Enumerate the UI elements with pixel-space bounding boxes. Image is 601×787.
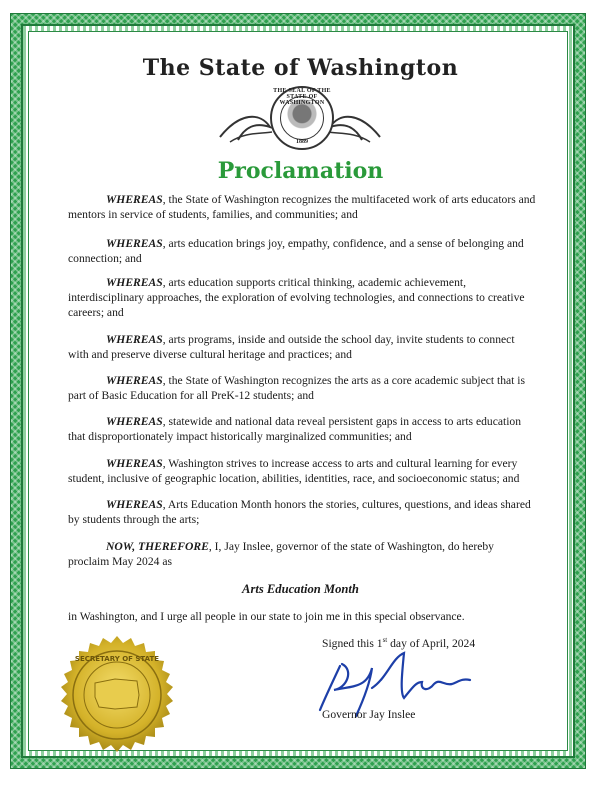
month-title: Arts Education Month bbox=[242, 582, 359, 596]
whereas-paragraph-4 bbox=[68, 332, 538, 362]
seal-text: THE SEAL OF THE STATE OF WASHINGTON bbox=[273, 88, 331, 106]
paragraph-text: , the State of Washington recognizes the multifaceted work of arts educators and mentors in service of students, families, and communities; and bbox=[68, 193, 536, 221]
paragraph-text: , the State of Washington recognizes the arts as a core academic subject that is part of Basic Education for all PreK-12 students; and bbox=[68, 374, 526, 402]
document-title: Proclamation bbox=[217, 158, 384, 184]
governor-name: Governor Jay Inslee bbox=[322, 708, 416, 721]
paragraph-lead: WHEREAS bbox=[106, 276, 163, 289]
paragraph-lead: WHEREAS bbox=[106, 498, 163, 511]
now-therefore-paragraph bbox=[68, 539, 538, 569]
seal-year: 1889 bbox=[296, 139, 308, 145]
whereas-paragraph-6 bbox=[68, 414, 538, 444]
paragraph-text: , Arts Education Month honors the stories, cultures, questions, and ideas shared by students through the arts; bbox=[68, 498, 531, 526]
whereas-paragraph-1 bbox=[68, 192, 538, 222]
paragraph-text: , statewide and national data reveal persistent gaps in access to arts education that disproportionately impact historically marginalized communities; and bbox=[68, 415, 522, 443]
whereas-paragraph-5 bbox=[68, 373, 538, 403]
signed-suffix: day of April, 2024 bbox=[387, 636, 476, 650]
whereas-paragraph-8 bbox=[68, 497, 538, 527]
paragraph-lead: WHEREAS bbox=[106, 193, 163, 206]
whereas-paragraph-3 bbox=[68, 275, 538, 320]
state-heading: The State of Washington bbox=[142, 55, 459, 81]
gold-seal-text: SECRETARY OF STATE bbox=[74, 655, 160, 663]
paragraph-text: , arts education supports critical thinking, academic achievement, interdisciplinary approaches, the exploration of evolving technologies, and connections to creative careers; and bbox=[68, 276, 525, 319]
whereas-paragraph-2 bbox=[68, 236, 538, 266]
paragraph-text: , Washington strives to increase access to arts and cultural learning for every student, inclusive of geographic location, abilities, identities, race, and socioeconomic status; and bbox=[68, 457, 520, 485]
paragraph-lead: WHEREAS bbox=[106, 237, 163, 250]
whereas-paragraph-7 bbox=[68, 456, 538, 486]
paragraph-lead: WHEREAS bbox=[106, 457, 163, 470]
paragraph-text: , arts programs, inside and outside the school day, invite students to connect with and preserve diverse cultural heritage and practices; and bbox=[68, 333, 515, 361]
paragraph-lead: WHEREAS bbox=[106, 333, 163, 346]
gold-seal-icon bbox=[55, 635, 179, 759]
signed-prefix: Signed this 1 bbox=[322, 636, 383, 650]
paragraph-text: , I, Jay Inslee, governor of the state of Washington, do hereby proclaim May 2024 as bbox=[68, 540, 494, 568]
paragraph-lead: WHEREAS bbox=[106, 415, 163, 428]
paragraph-lead: WHEREAS bbox=[106, 374, 163, 387]
paragraph-lead: NOW, THEREFORE bbox=[106, 540, 209, 553]
closing-text: in Washington, and I urge all people in our state to join me in this special observance. bbox=[68, 610, 465, 623]
paragraph-text: , arts education brings joy, empathy, confidence, and a sense of belonging and connection; and bbox=[68, 237, 524, 265]
signed-ordinal: st bbox=[382, 636, 388, 644]
